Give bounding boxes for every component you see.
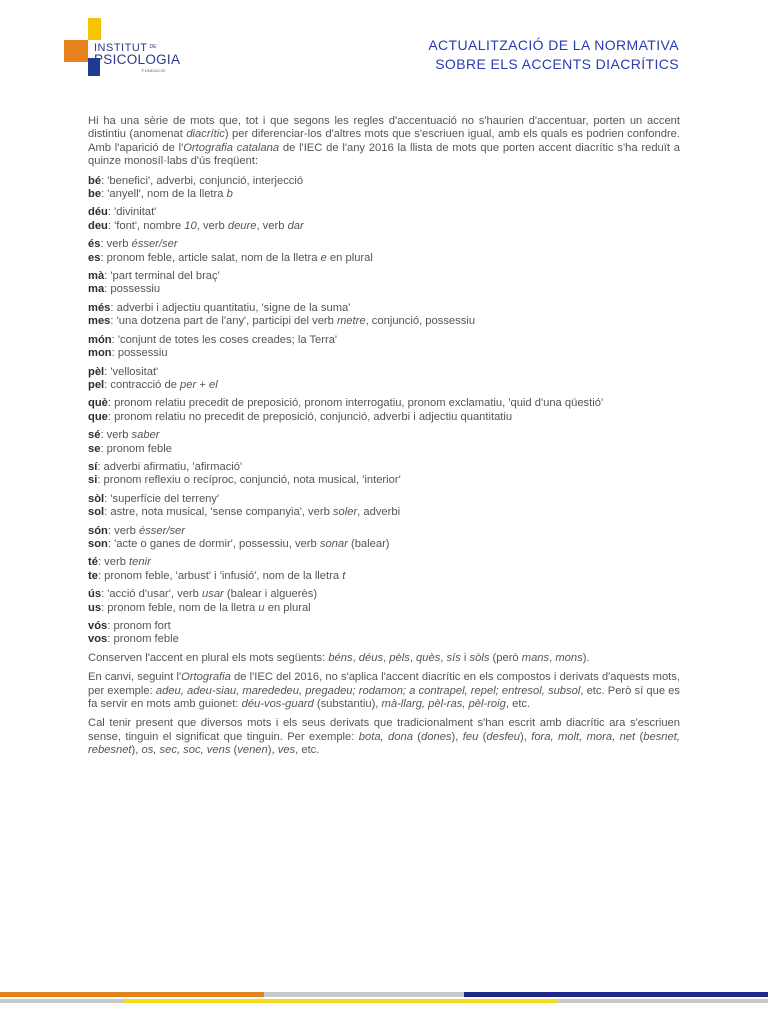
diacritic-entry	[88, 493, 680, 520]
italic-term: mons	[555, 651, 583, 664]
text-run: : possessiu	[111, 347, 168, 360]
italic-term: metre	[336, 315, 366, 328]
italic-term: soler	[332, 506, 358, 519]
historic-note-paragraph	[88, 717, 680, 757]
text-run: (	[230, 744, 238, 757]
logo-yellow-square	[88, 18, 101, 40]
italic-term: quès	[416, 651, 441, 664]
diacritic-entry	[88, 556, 680, 583]
footer-bar-orange	[0, 992, 264, 997]
italic-term: per	[180, 378, 197, 391]
diacritic-entry	[88, 206, 680, 233]
footer-bar-navy	[464, 992, 768, 997]
text-run: : verb	[97, 556, 130, 569]
text-run: Conserven l'accent en plural els mots següents:	[88, 651, 329, 664]
accented-form-line	[88, 270, 680, 283]
logo-word-fundacio: FUNDACIÓ	[142, 68, 166, 73]
entry-headword: ús	[88, 588, 102, 601]
text-run: Cal tenir present que diversos mots i els seus derivats que tradicionalment s'han escrit amb diacrític ara s'escriuen sense, tinguin el significat que tinguin. Per exemple:	[88, 717, 680, 743]
text-run: : 'divinitat'	[107, 206, 157, 219]
italic-term: ésser/ser	[138, 524, 185, 537]
italic-term: 10	[184, 219, 197, 232]
diacritic-entry	[88, 175, 680, 202]
accented-form-line	[88, 493, 680, 506]
accented-form-line	[88, 525, 680, 538]
entry-headword: us	[88, 601, 102, 614]
italic-term: Ortografia catalana	[183, 141, 280, 154]
text-run: ,	[409, 651, 417, 664]
text-run: : 'superfície del terreny'	[104, 492, 220, 505]
text-run: : 'conjunt de totes les coses creades; la Terra'	[111, 333, 338, 346]
text-run: : pronom relatiu precedit de preposició, pronom interrogatiu, pronom exclamatiu, 'quid d'una qüestió'	[107, 397, 604, 410]
italic-term: dar	[287, 219, 304, 232]
accented-form-line	[88, 461, 680, 474]
accented-form-line	[88, 302, 680, 315]
entry-headword: món	[88, 333, 112, 346]
entry-headword: si	[88, 474, 98, 487]
italic-term: tenir	[129, 556, 151, 569]
entry-headword: es	[88, 251, 101, 264]
text-run: ).	[582, 651, 590, 664]
entry-headword: te	[88, 569, 98, 582]
entry-headword: mes	[88, 315, 111, 328]
text-run: (balear i alguerès)	[223, 588, 318, 601]
text-run: : verb	[100, 238, 132, 251]
text-run: ),	[267, 744, 278, 757]
text-run: : pronom feble, 'arbust' i 'infusió', nom de la lletra	[97, 569, 343, 582]
unaccented-form-line	[88, 347, 680, 360]
logo-word-psicologia: PSICOLOGIA	[94, 52, 181, 67]
text-run: : adverbi i adjectiu quantitatiu, 'signe de la suma'	[110, 301, 351, 314]
document-title-line-1: ACTUALITZACIÓ DE LA NORMATIVA	[428, 37, 679, 53]
entry-headword: són	[88, 524, 108, 537]
unaccented-form-line	[88, 411, 680, 424]
italic-term: Ortografia	[181, 671, 231, 684]
text-run: ) per diferenciar-los d'altres mots que s'escriuen igual, amb els quals es podrien confondre. Amb l'aparició de l'	[88, 128, 680, 154]
text-run: ,	[549, 651, 556, 664]
entry-headword: déu	[88, 206, 108, 219]
text-run: : 'una dotzena part de l'any', participi del verb	[110, 315, 337, 328]
entry-headword: sol	[88, 506, 105, 519]
text-run: de l'IEC de l'any 2016 la llista de mots que porten accent diacrític s'ha reduït a quinze monosíl·labs d'ús freqüent:	[88, 141, 680, 168]
logo-orange-square	[64, 40, 88, 62]
unaccented-form-line	[88, 188, 680, 201]
italic-term: déu-vos-guard	[241, 698, 314, 711]
italic-term: mans	[521, 651, 550, 664]
text-run: : possessiu	[104, 283, 161, 296]
entry-headword: pel	[88, 378, 105, 391]
entry-headword: be	[88, 188, 102, 201]
unaccented-form-line	[88, 538, 680, 551]
logo-word-institut: INSTITUT	[94, 42, 148, 54]
unaccented-form-line	[88, 252, 680, 265]
italic-term: desfeu	[486, 730, 520, 743]
italic-term: diacrític	[186, 128, 225, 141]
entry-headword: mon	[88, 347, 112, 360]
accented-form-line	[88, 206, 680, 219]
unaccented-form-line	[88, 315, 680, 328]
text-run: En canvi, seguint l'	[88, 671, 182, 684]
text-run: +	[196, 378, 209, 391]
text-run: , etc.	[505, 698, 531, 711]
italic-term: bota, dona	[358, 730, 413, 743]
text-run: (	[478, 730, 487, 743]
accented-form-line	[88, 366, 680, 379]
entry-headword: mà	[88, 270, 105, 283]
text-run: ),	[451, 730, 463, 743]
accented-form-line	[88, 175, 680, 188]
text-run: : contracció de	[104, 378, 181, 391]
entry-headword: vós	[88, 620, 108, 632]
italic-term: béns	[328, 651, 353, 664]
unaccented-form-line	[88, 220, 680, 233]
unaccented-form-line	[88, 633, 680, 646]
institut-psicologia-logo	[64, 18, 194, 80]
diacritic-entry	[88, 620, 680, 647]
italic-term: t	[342, 569, 346, 582]
text-run: i	[460, 651, 470, 664]
logo-word-de: DE	[149, 44, 157, 50]
italic-term: os, sec, soc, vens	[141, 744, 231, 757]
text-run: : pronom feble	[100, 442, 172, 455]
diacritic-entry	[88, 461, 680, 488]
text-run: : pronom feble, nom de la lletra	[101, 601, 259, 614]
footer-bar-grey-left	[0, 999, 124, 1003]
text-run: Hi ha una sèrie de mots que, tot i que segons les regles d'accentuació no s'haurien d'accentuar, porten un accent distintiu (anomenat	[88, 115, 680, 141]
unaccented-form-line	[88, 602, 680, 615]
italic-term: sís	[446, 651, 461, 664]
italic-term: déus	[358, 651, 384, 664]
plural-note-paragraph	[88, 652, 680, 665]
italic-term: deure	[227, 219, 257, 232]
text-run: ,	[352, 651, 359, 664]
italic-term: pèls	[389, 651, 410, 664]
diacritic-entry	[88, 366, 680, 393]
text-run: : 'acció d'usar', verb	[101, 588, 202, 601]
italic-term: el	[208, 378, 218, 391]
entry-headword: més	[88, 301, 111, 314]
compounds-note-paragraph	[88, 671, 680, 711]
text-run: : 'benefici', adverbi, conjunció, interjecció	[101, 174, 304, 187]
entry-headword: vos	[88, 633, 108, 646]
text-run: , etc. Però sí que es fa servir en mots amb guionet:	[88, 684, 680, 711]
text-run: , conjunció, possessiu	[365, 315, 476, 328]
text-run: : verb	[100, 429, 132, 442]
accented-form-line	[88, 620, 680, 633]
diacritic-entry	[88, 334, 680, 361]
entry-headword: son	[88, 537, 108, 550]
accented-form-line	[88, 588, 680, 601]
italic-term: feu	[462, 730, 479, 743]
diacritic-entry	[88, 302, 680, 329]
footer-bar-grey-right	[558, 999, 768, 1003]
diacritic-entry	[88, 525, 680, 552]
entry-headword: què	[88, 397, 108, 410]
text-run: : adverbi afirmatiu, 'afirmació'	[97, 460, 243, 473]
italic-term: mà-llarg, pèl-ras, pèl-roig	[381, 698, 506, 711]
unaccented-form-line	[88, 443, 680, 456]
text-run: ,	[383, 651, 390, 664]
italic-term: venen	[237, 744, 268, 757]
text-run: , etc.	[295, 744, 320, 757]
italic-term: saber	[131, 429, 160, 442]
text-run: : 'acte o ganes de dormir', possessiu, verb	[107, 537, 320, 550]
intro-paragraph	[88, 115, 680, 169]
text-run: : pronom reflexiu o recíproc, conjunció, nota musical, 'interior'	[97, 474, 401, 487]
text-run: (	[412, 730, 422, 743]
diacritic-entry	[88, 429, 680, 456]
accented-form-line	[88, 334, 680, 347]
entry-headword: bé	[88, 174, 102, 187]
entry-headword: deu	[88, 219, 108, 232]
entry-headword: se	[88, 442, 101, 455]
text-run: , adverbi	[357, 506, 401, 519]
text-run: (balear)	[347, 537, 390, 550]
accented-form-line	[88, 397, 680, 410]
footer-bar-grey-top	[264, 992, 464, 997]
entry-headword: sí	[88, 460, 98, 473]
entry-headword: té	[88, 556, 98, 569]
text-run: : verb	[107, 524, 139, 537]
text-run: ),	[131, 744, 142, 757]
unaccented-form-line	[88, 379, 680, 392]
entry-headword: és	[88, 238, 101, 251]
text-run: (	[635, 730, 644, 743]
entry-headword: pèl	[88, 365, 105, 378]
document-title-line-2: SOBRE ELS ACCENTS DIACRÍTICS	[435, 56, 679, 72]
text-run: , verb	[256, 219, 288, 232]
unaccented-form-line	[88, 570, 680, 583]
entry-headword: sé	[88, 429, 101, 442]
unaccented-form-line	[88, 283, 680, 296]
text-run: : pronom relatiu no precedit de preposició, conjunció, adverbi i adjectiu quantitatiu	[107, 410, 513, 423]
text-run: : pronom feble, article salat, nom de la lletra	[100, 251, 321, 264]
accented-form-line	[88, 429, 680, 442]
italic-term: besnet, rebesnet	[88, 730, 680, 757]
text-run: : 'font', nombre	[107, 219, 185, 232]
text-run: de l'IEC del 2016, no s'aplica l'accent diacrític en els compostos i derivats d'aquests mots, per exemple:	[88, 671, 680, 697]
text-run: : 'part terminal del braç'	[104, 270, 220, 283]
diacritic-entry	[88, 270, 680, 297]
text-run: ,	[440, 651, 447, 664]
text-run: (però	[489, 651, 522, 664]
italic-term: sòls	[469, 651, 490, 664]
italic-term: fora, molt, mora, net	[531, 730, 636, 743]
accented-form-line	[88, 556, 680, 569]
italic-term: sonar	[319, 537, 348, 550]
text-run: (substantiu),	[313, 698, 382, 711]
entry-headword: ma	[88, 283, 105, 296]
text-run: : pronom fort	[107, 620, 171, 632]
text-run: en plural	[326, 251, 373, 264]
text-run: : 'vellositat'	[104, 365, 159, 378]
text-run: : pronom feble	[107, 633, 179, 646]
diacritic-entry	[88, 588, 680, 615]
diacritic-entry	[88, 238, 680, 265]
accented-form-line	[88, 238, 680, 251]
italic-term: usar	[202, 588, 224, 601]
italic-term: e	[320, 251, 327, 264]
document-body	[88, 115, 680, 764]
italic-term: b	[226, 188, 233, 201]
unaccented-form-line	[88, 474, 680, 487]
italic-term: adeu, adeu-siau, marededeu, pregadeu; rodamon; a contrapel, repel; entresol, subsol	[155, 684, 581, 697]
unaccented-form-line	[88, 506, 680, 519]
document-title	[428, 36, 679, 74]
italic-term: ves	[277, 744, 296, 757]
text-run: ),	[520, 730, 532, 743]
footer-bar-yellow	[124, 999, 558, 1003]
entry-headword: que	[88, 410, 108, 423]
text-run: : astre, nota musical, 'sense companyia', verb	[104, 506, 333, 519]
italic-term: u	[258, 601, 265, 614]
italic-term: ésser/ser	[131, 238, 178, 251]
italic-term: dones	[421, 730, 452, 743]
entry-headword: sòl	[88, 492, 105, 505]
diacritic-entry	[88, 397, 680, 424]
text-run: , verb	[196, 219, 228, 232]
text-run: : 'anyell', nom de la lletra	[101, 188, 227, 201]
text-run: en plural	[264, 601, 311, 614]
diacritic-entry-list	[88, 175, 680, 647]
